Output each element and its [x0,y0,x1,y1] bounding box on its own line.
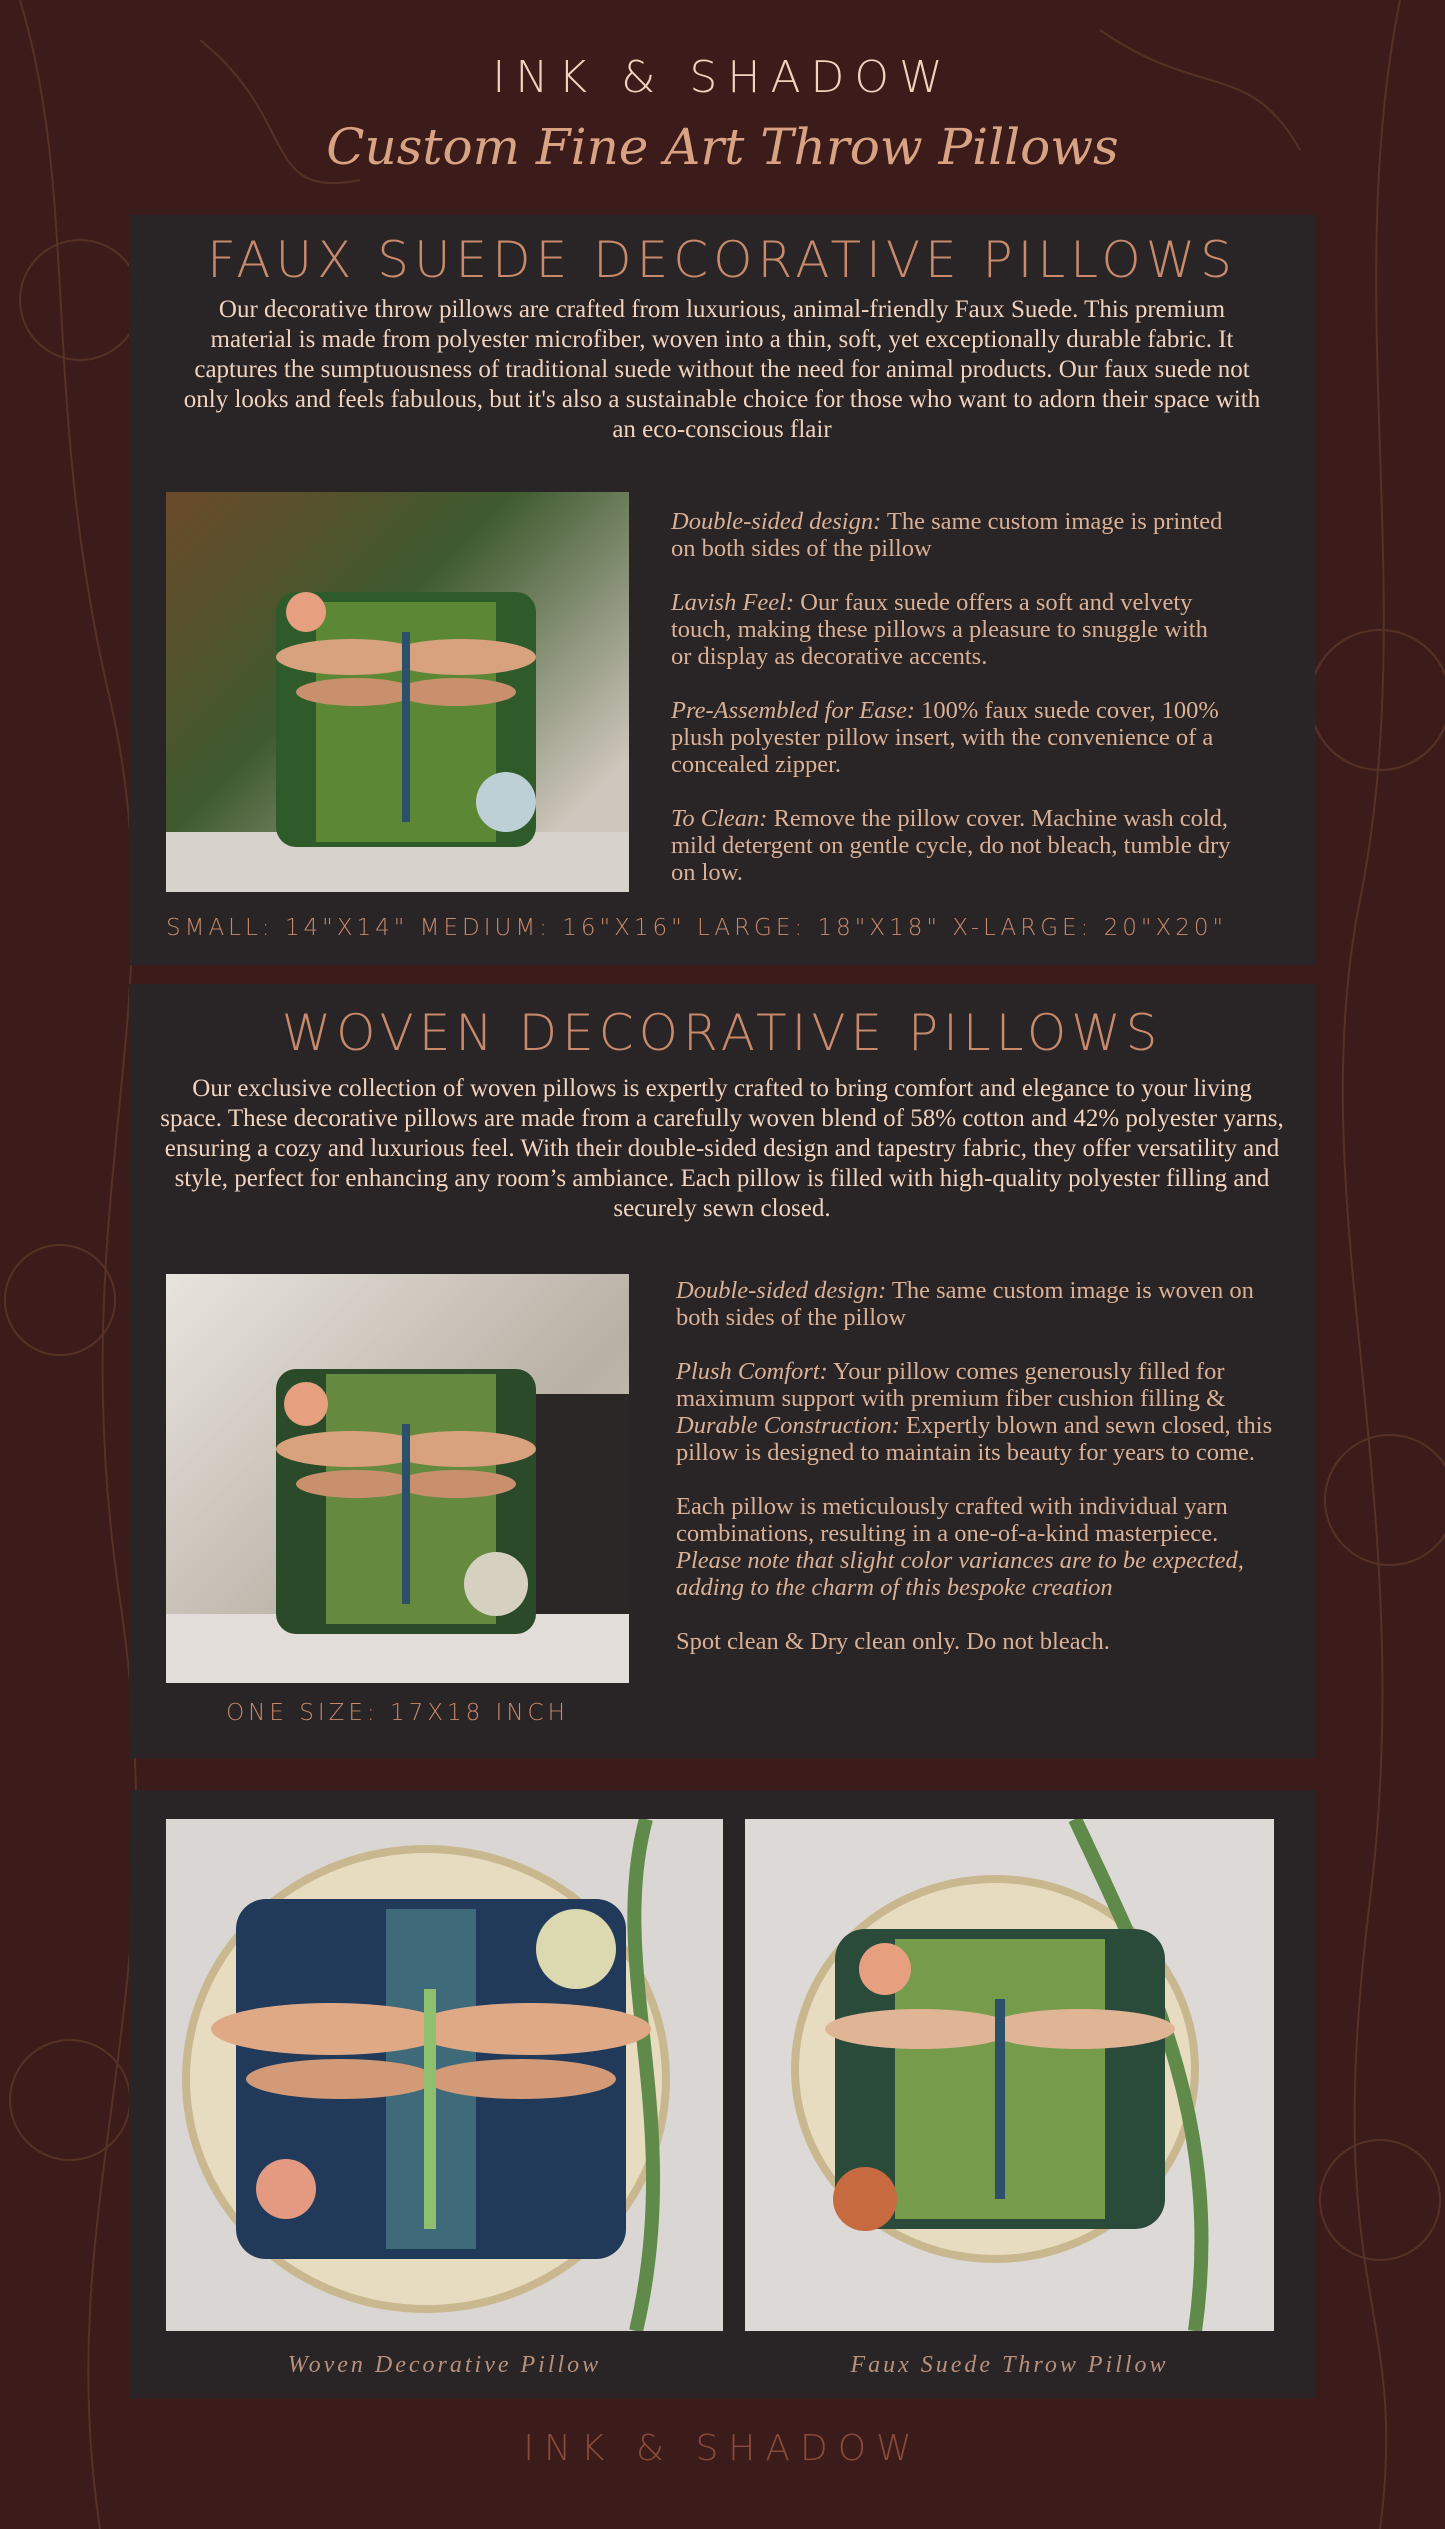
dragonfly-pillow-image [166,1274,629,1683]
feature-plush-comfort: Plush Comfort: Your pillow comes generously filled for maximum support with premium fiber cushion filling & Durable Construction: Expertly blown and sewn closed, this pillow is designed to maintain its beauty for years to come. [676,1358,1273,1466]
size-options: SMALL: 14"X14" MEDIUM: 16"X16" LARGE: 18"X18" X-LARGE: 20"X20" [166,915,1228,941]
size-option: ONE SIZE: 17X18 INCH [226,1700,569,1726]
faux-suede-pillow-gallery-photo [745,1819,1274,2331]
gallery-panel [129,1790,1315,2398]
faux-suede-pillow-photo [166,492,629,892]
section-intro: Our decorative throw pillows are crafted from luxurious, animal-friendly Faux Suede. This premium material is made from polyester microfiber, woven into a thin, soft, yet exceptionally durable fabric. It captures the sumptuousness of traditional suede without the need for animal products. Our faux suede not only looks and feels fabulous, but it's also a sustainable choice for those who want to adorn their space with an eco-conscious flair [183,296,1261,443]
dragonfly-pillow-image [166,1819,723,2331]
caption-woven: Woven Decorative Pillow [287,2352,602,2378]
suede-features [671,508,1231,913]
tagline: Custom Fine Art Throw Pillows [326,118,1119,176]
feature-care: Spot clean & Dry clean only. Do not bleach. [676,1628,1110,1655]
caption-faux-suede: Faux Suede Throw Pillow [850,2352,1169,2378]
woven-pillow-gallery-photo [166,1819,723,2331]
section-title: WOVEN DECORATIVE PILLOWS [281,1004,1163,1062]
feature-double-sided: Double-sided design: The same custom image is woven on both sides of the pillow [676,1277,1254,1331]
feature-to-clean: To Clean: Remove the pillow cover. Machine wash cold, mild detergent on gentle cycle, do not bleach, tumble dry on low. [671,805,1231,886]
feature-double-sided: Double-sided design: The same custom image is printed on both sides of the pillow [671,508,1223,562]
faux-suede-panel [129,215,1315,965]
woven-pillow-photo [166,1274,629,1683]
dragonfly-pillow-image [166,492,629,892]
feature-pre-assembled: Pre-Assembled for Ease: 100% faux suede cover, 100% plush polyester pillow insert, with the convenience of a concealed zipper. [671,697,1219,778]
woven-features [676,1277,1276,1682]
feature-craftsmanship: Each pillow is meticulously crafted with individual yarn combinations, resulting in a one-of-a-kind masterpiece. Please note that slight color variances are to be expected, adding to the charm of this bespoke creation [676,1493,1244,1601]
feature-lavish-feel: Lavish Feel: Our faux suede offers a soft and velvety touch, making these pillows a pleasure to snuggle with or display as decorative accents. [671,589,1208,670]
brand-title: INK & SHADOW [492,52,953,103]
section-title: FAUX SUEDE DECORATIVE PILLOWS [207,231,1237,289]
woven-panel [129,984,1315,1758]
footer-brand: INK & SHADOW [523,2428,922,2469]
section-intro: Our exclusive collection of woven pillows is expertly crafted to bring comfort and elegance to your living space. These decorative pillows are made from a carefully woven blend of 58% cotton and 42% polyester yarns, ensuring a cozy and luxurious feel. With their double-sided design and tapestry fabric, they offer versatility and style, perfect for enhancing any room’s ambiance. Each pillow is filled with high-quality polyester filling and securely sewn closed. [160,1075,1284,1222]
dragonfly-pillow-image [745,1819,1274,2331]
